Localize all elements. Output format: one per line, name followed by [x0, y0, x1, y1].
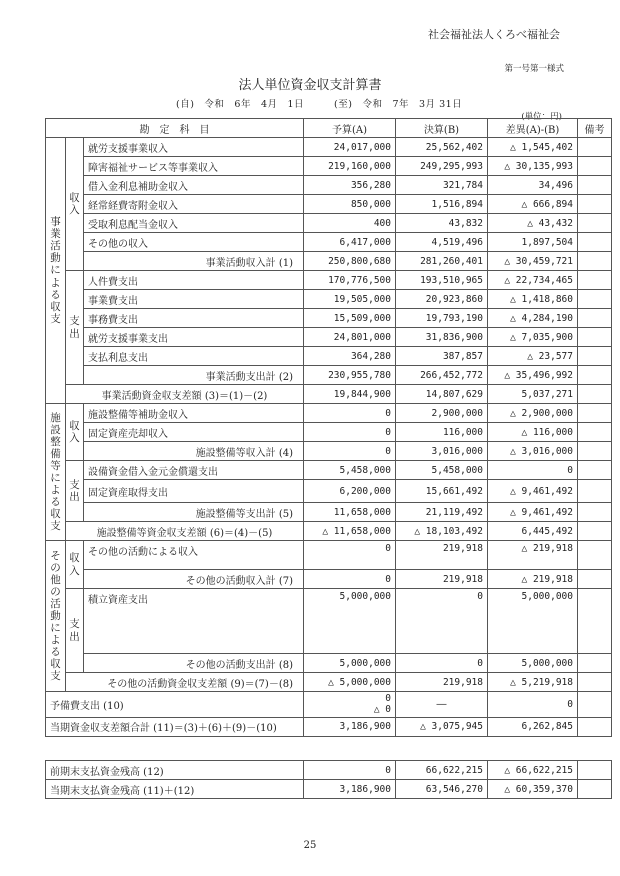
row-label: 経常経費寄附金収入	[84, 195, 304, 214]
actual-value: 266,452,772	[396, 366, 488, 385]
table-row	[46, 176, 612, 195]
subtotal-row	[46, 442, 612, 461]
diff-value: △ 9,461,492	[488, 480, 578, 503]
table-row	[46, 761, 612, 780]
table-row	[46, 271, 612, 290]
actual-value: 14,807,629	[396, 385, 488, 404]
diff-value: △ 66,622,215	[488, 761, 578, 780]
budget-value: 364,280	[304, 347, 396, 366]
note-cell	[578, 541, 612, 570]
actual-value: 4,519,496	[396, 233, 488, 252]
actual-value: △ 18,103,492	[396, 522, 488, 541]
note-cell	[578, 271, 612, 290]
note-cell	[578, 423, 612, 442]
table-row	[46, 138, 612, 157]
row-label: 前期末支払資金残高 (12)	[46, 761, 304, 780]
diff-value: △ 30,135,993	[488, 157, 578, 176]
note-cell	[578, 717, 612, 736]
note-cell	[578, 442, 612, 461]
note-cell	[578, 673, 612, 692]
budget-value: 0	[304, 570, 396, 589]
row-label: その他の活動支出計 (8)	[84, 654, 304, 673]
balance-table	[45, 760, 612, 799]
actual-value: 219,918	[396, 570, 488, 589]
budget-value: 170,776,500	[304, 271, 396, 290]
row-label: その他の活動資金収支差額 (9)＝(7)－(8)	[66, 673, 304, 692]
budget-value: 19,844,900	[304, 385, 396, 404]
actual-value: 193,510,965	[396, 271, 488, 290]
table-row	[46, 461, 612, 480]
table-row	[46, 423, 612, 442]
row-label: 事務費支出	[84, 309, 304, 328]
diff-value: △ 5,219,918	[488, 673, 578, 692]
row-label: 障害福祉サービス等事業収入	[84, 157, 304, 176]
row-label: 施設整備等資金収支差額 (6)＝(4)－(5)	[66, 522, 304, 541]
header-note: 備考	[578, 119, 612, 138]
diff-value: △ 60,359,370	[488, 780, 578, 799]
diff-value: △ 30,459,721	[488, 252, 578, 271]
note-cell	[578, 233, 612, 252]
actual-value: 3,016,000	[396, 442, 488, 461]
actual-value: 2,900,000	[396, 404, 488, 423]
actual-value: 25,562,402	[396, 138, 488, 157]
table-row	[46, 780, 612, 799]
actual-value: 0	[396, 589, 488, 654]
table-row	[46, 214, 612, 233]
balance-row	[46, 673, 612, 692]
table-header-row	[46, 119, 612, 138]
budget-value: 24,017,000	[304, 138, 396, 157]
diff-value: △ 43,432	[488, 214, 578, 233]
header-diff: 差異(A)-(B)	[488, 119, 578, 138]
note-cell	[578, 780, 612, 799]
actual-value: 219,918	[396, 673, 488, 692]
diff-value: △ 1,418,860	[488, 290, 578, 309]
budget-value: 0	[304, 442, 396, 461]
diff-value: △ 219,918	[488, 541, 578, 570]
table-row	[46, 328, 612, 347]
budget-value: 6,200,000	[304, 480, 396, 503]
actual-value: 19,793,190	[396, 309, 488, 328]
row-label: 施設整備等収入計 (4)	[84, 442, 304, 461]
note-cell	[578, 252, 612, 271]
table-row	[46, 233, 612, 252]
note-cell	[578, 157, 612, 176]
header-actual: 決算(B)	[396, 119, 488, 138]
budget-value: 356,280	[304, 176, 396, 195]
row-label: 受取利息配当金収入	[84, 214, 304, 233]
budget-value-line2: △ 0	[373, 704, 391, 716]
group-operating: 事業活動による収支	[46, 138, 66, 404]
group-expense: 支出	[66, 461, 84, 522]
diff-value: △ 7,035,900	[488, 328, 578, 347]
actual-value: 321,784	[396, 176, 488, 195]
budget-value: 250,800,680	[304, 252, 396, 271]
row-label: 支払利息支出	[84, 347, 304, 366]
actual-value: 31,836,900	[396, 328, 488, 347]
note-cell	[578, 385, 612, 404]
row-label: 事業活動収入計 (1)	[84, 252, 304, 271]
row-label: 人件費支出	[84, 271, 304, 290]
budget-value: 0	[304, 404, 396, 423]
note-cell	[578, 195, 612, 214]
budget-value: 19,505,000	[304, 290, 396, 309]
table-row	[46, 404, 612, 423]
actual-value: 116,000	[396, 423, 488, 442]
diff-value: 0	[488, 692, 578, 718]
table-row	[46, 309, 612, 328]
subtotal-row	[46, 503, 612, 522]
note-cell	[578, 309, 612, 328]
row-label: 事業費支出	[84, 290, 304, 309]
actual-value: 387,857	[396, 347, 488, 366]
actual-value: 281,260,401	[396, 252, 488, 271]
budget-value: 0	[304, 423, 396, 442]
note-cell	[578, 176, 612, 195]
diff-value: 5,037,271	[488, 385, 578, 404]
group-facility: 施設整備等による収支	[46, 404, 66, 541]
actual-value: 249,295,993	[396, 157, 488, 176]
subtotal-row	[46, 366, 612, 385]
actual-value: 15,661,492	[396, 480, 488, 503]
note-cell	[578, 138, 612, 157]
budget-value: 219,160,000	[304, 157, 396, 176]
note-cell	[578, 404, 612, 423]
diff-value: 1,897,504	[488, 233, 578, 252]
table-row	[46, 347, 612, 366]
note-cell	[578, 461, 612, 480]
balance-row	[46, 522, 612, 541]
group-income: 収入	[66, 404, 84, 461]
total-row	[46, 717, 612, 736]
note-cell	[578, 654, 612, 673]
balance-row	[46, 385, 612, 404]
diff-value: △ 116,000	[488, 423, 578, 442]
row-label: 当期資金収支差額合計 (11)＝(3)＋(6)＋(9)－(10)	[46, 717, 304, 736]
actual-value: 5,458,000	[396, 461, 488, 480]
note-cell	[578, 692, 612, 718]
budget-value: 3,186,900	[304, 780, 396, 799]
budget-value: 850,000	[304, 195, 396, 214]
row-label: その他の活動による収入	[84, 541, 304, 570]
note-cell	[578, 290, 612, 309]
group-income: 収入	[66, 541, 84, 589]
row-label: 事業活動支出計 (2)	[84, 366, 304, 385]
actual-value: 1,516,894	[396, 195, 488, 214]
table-row	[46, 195, 612, 214]
diff-value: △ 2,900,000	[488, 404, 578, 423]
subtotal-row	[46, 570, 612, 589]
note-cell	[578, 328, 612, 347]
table-row	[46, 290, 612, 309]
form-number: 第一号第一様式	[504, 64, 564, 74]
budget-value-line1: 0	[385, 693, 391, 704]
budget-value: 0	[304, 541, 396, 570]
actual-value: △ 3,075,945	[396, 717, 488, 736]
row-label: 施設整備等支出計 (5)	[84, 503, 304, 522]
budget-value: 15,509,000	[304, 309, 396, 328]
actual-value: 219,918	[396, 541, 488, 570]
diff-value: △ 3,016,000	[488, 442, 578, 461]
budget-value: 6,417,000	[304, 233, 396, 252]
diff-value: △ 23,577	[488, 347, 578, 366]
actual-value: 66,622,215	[396, 761, 488, 780]
row-label: 当期末支払資金残高 (11)＋(12)	[46, 780, 304, 799]
note-cell	[578, 214, 612, 233]
row-label: 施設整備等補助金収入	[84, 404, 304, 423]
budget-value: 400	[304, 214, 396, 233]
table-row	[46, 480, 612, 503]
budget-value: 24,801,000	[304, 328, 396, 347]
diff-value: 6,262,845	[488, 717, 578, 736]
note-cell	[578, 480, 612, 503]
row-label: 積立資産支出	[84, 589, 304, 654]
budget-value: △ 5,000,000	[304, 673, 396, 692]
unit-label: (単位：円)	[521, 112, 562, 122]
note-cell	[578, 761, 612, 780]
note-cell	[578, 366, 612, 385]
actual-value: ―	[396, 692, 488, 718]
diff-value: △ 219,918	[488, 570, 578, 589]
row-label: 固定資産取得支出	[84, 480, 304, 503]
diff-value: 6,445,492	[488, 522, 578, 541]
budget-value	[304, 692, 396, 718]
header-item: 勘 定 科 目	[46, 119, 304, 138]
group-expense: 支出	[66, 589, 84, 673]
cash-flow-table	[45, 118, 612, 737]
diff-value: 5,000,000	[488, 654, 578, 673]
row-label: 予備費支出 (10)	[46, 692, 304, 718]
table-row	[46, 589, 612, 654]
budget-value: 5,458,000	[304, 461, 396, 480]
diff-value: △ 666,894	[488, 195, 578, 214]
actual-value: 21,119,492	[396, 503, 488, 522]
row-label: 借入金利息補助金収入	[84, 176, 304, 195]
budget-value: 5,000,000	[304, 589, 396, 654]
diff-value: 0	[488, 461, 578, 480]
note-cell	[578, 570, 612, 589]
row-label: その他の活動収入計 (7)	[84, 570, 304, 589]
row-label: その他の収入	[84, 233, 304, 252]
page-number: 25	[303, 840, 317, 851]
budget-value: 5,000,000	[304, 654, 396, 673]
group-other: その他の活動による収支	[46, 541, 66, 692]
budget-value: 11,658,000	[304, 503, 396, 522]
budget-value: 230,955,780	[304, 366, 396, 385]
actual-value: 43,832	[396, 214, 488, 233]
diff-value: △ 1,545,402	[488, 138, 578, 157]
note-cell	[578, 522, 612, 541]
note-cell	[578, 589, 612, 654]
diff-value: △ 4,284,190	[488, 309, 578, 328]
group-income: 収入	[66, 138, 84, 271]
group-expense: 支出	[66, 271, 84, 385]
header-budget: 予算(A)	[304, 119, 396, 138]
row-label: 就労支援事業収入	[84, 138, 304, 157]
row-label: 事業活動資金収支差額 (3)＝(1)－(2)	[66, 385, 304, 404]
diff-value: △ 22,734,465	[488, 271, 578, 290]
budget-value: △ 11,658,000	[304, 522, 396, 541]
budget-value: 0	[304, 761, 396, 780]
actual-value: 20,923,860	[396, 290, 488, 309]
subtotal-row	[46, 654, 612, 673]
organization-name: 社会福祉法人くろべ福祉会	[428, 28, 560, 41]
diff-value: 5,000,000	[488, 589, 578, 654]
row-label: 固定資産売却収入	[84, 423, 304, 442]
reserve-row	[46, 692, 612, 718]
actual-value: 63,546,270	[396, 780, 488, 799]
row-label: 就労支援事業支出	[84, 328, 304, 347]
table-row	[46, 157, 612, 176]
subtotal-row	[46, 252, 612, 271]
budget-value: 3,186,900	[304, 717, 396, 736]
table-row	[46, 541, 612, 570]
note-cell	[578, 503, 612, 522]
actual-value: 0	[396, 654, 488, 673]
diff-value: △ 9,461,492	[488, 503, 578, 522]
row-label: 設備資金借入金元金償還支出	[84, 461, 304, 480]
note-cell	[578, 347, 612, 366]
diff-value: △ 35,496,992	[488, 366, 578, 385]
diff-value: 34,496	[488, 176, 578, 195]
fiscal-period: (自) 令和 6年 4月 1日 (至) 令和 7年 3月 31日	[176, 99, 463, 110]
page-title: 法人単位資金収支計算書	[238, 78, 382, 93]
